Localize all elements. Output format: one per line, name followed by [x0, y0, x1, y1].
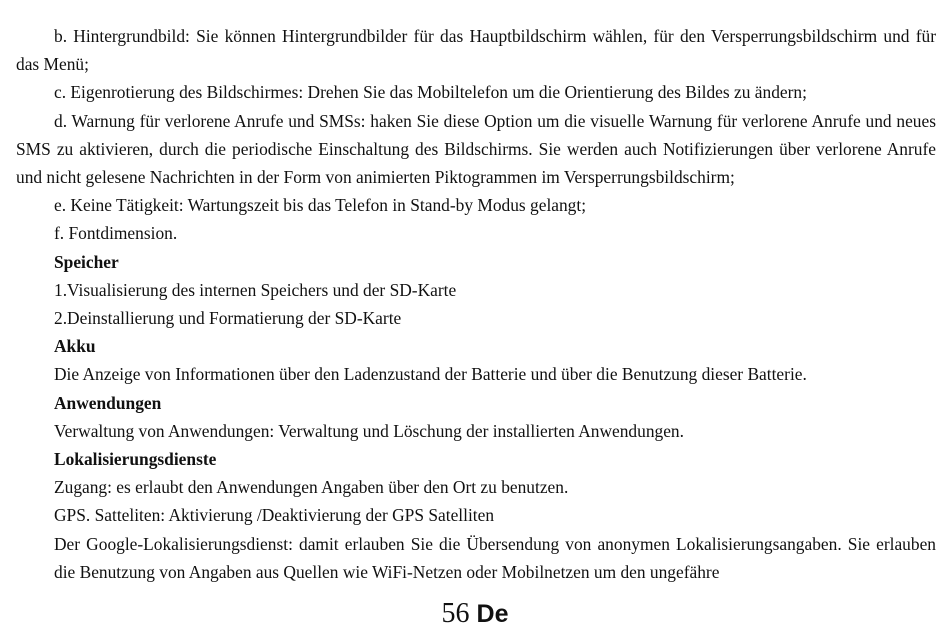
paragraph-font-size: f. Fontdimension.	[54, 223, 178, 244]
heading-storage: Speicher	[54, 251, 119, 272]
heading-applications: Anwendungen	[54, 392, 162, 413]
document-body	[16, 22, 936, 586]
paragraph-missed-call-warning: d. Warnung für verlorene Anrufe und SMSs: haken Sie diese Option um die visuelle Warnung für verlorene Anrufe und neues SMS zu aktivieren, durch die periodische Einschaltung des Bildschirms. Sie werden auch Notifizierungen über verlorene Anrufe und nicht gelesene Nachrichten in der Form von animierten Piktogrammen im Versperrungsbildschirm;	[16, 110, 936, 188]
paragraph-gps-satellites: GPS. Satteliten: Aktivierung /Deaktivierung der GPS Satelliten	[54, 505, 495, 526]
paragraph-inactivity: e. Keine Tätigkeit: Wartungszeit bis das Telefon in Stand-by Modus gelangt;	[54, 195, 587, 216]
paragraph-google-location: Der Google-Lokalisierungsdienst: damit erlauben Sie die Übersendung von anonymen Lokalisierungsangaben. Sie erlauben die Benutzung von Angaben aus Quellen wie WiFi-Netzen oder Mobilnetzen um den ungefähre	[54, 533, 936, 582]
paragraph-wallpaper: b. Hintergrundbild: Sie können Hintergrundbilder für das Hauptbildschirm wählen, für den Versperrungsbildschirm und für das Menü;	[16, 26, 936, 75]
paragraph-auto-rotation: c. Eigenrotierung des Bildschirmes: Drehen Sie das Mobiltelefon um die Orientierung des Bildes zu ändern;	[54, 82, 807, 103]
paragraph-battery: Die Anzeige von Informationen über den Ladenzustand der Batterie und über die Benutzung dieser Batterie.	[54, 364, 807, 385]
page-number: 56	[441, 598, 470, 629]
heading-battery: Akku	[54, 336, 96, 357]
paragraph-storage-2: 2.Deinstallierung und Formatierung der SD-Karte	[54, 308, 402, 329]
page-footer	[0, 597, 950, 631]
paragraph-storage-1: 1.Visualisierung des internen Speichers und der SD-Karte	[54, 279, 457, 300]
paragraph-location-access: Zugang: es erlaubt den Anwendungen Angaben über den Ort zu benutzen.	[54, 477, 569, 498]
paragraph-applications: Verwaltung von Anwendungen: Verwaltung und Löschung der installierten Anwendungen.	[54, 420, 684, 441]
language-code: De	[476, 600, 509, 628]
heading-location-services: Lokalisierungsdienste	[54, 449, 217, 470]
